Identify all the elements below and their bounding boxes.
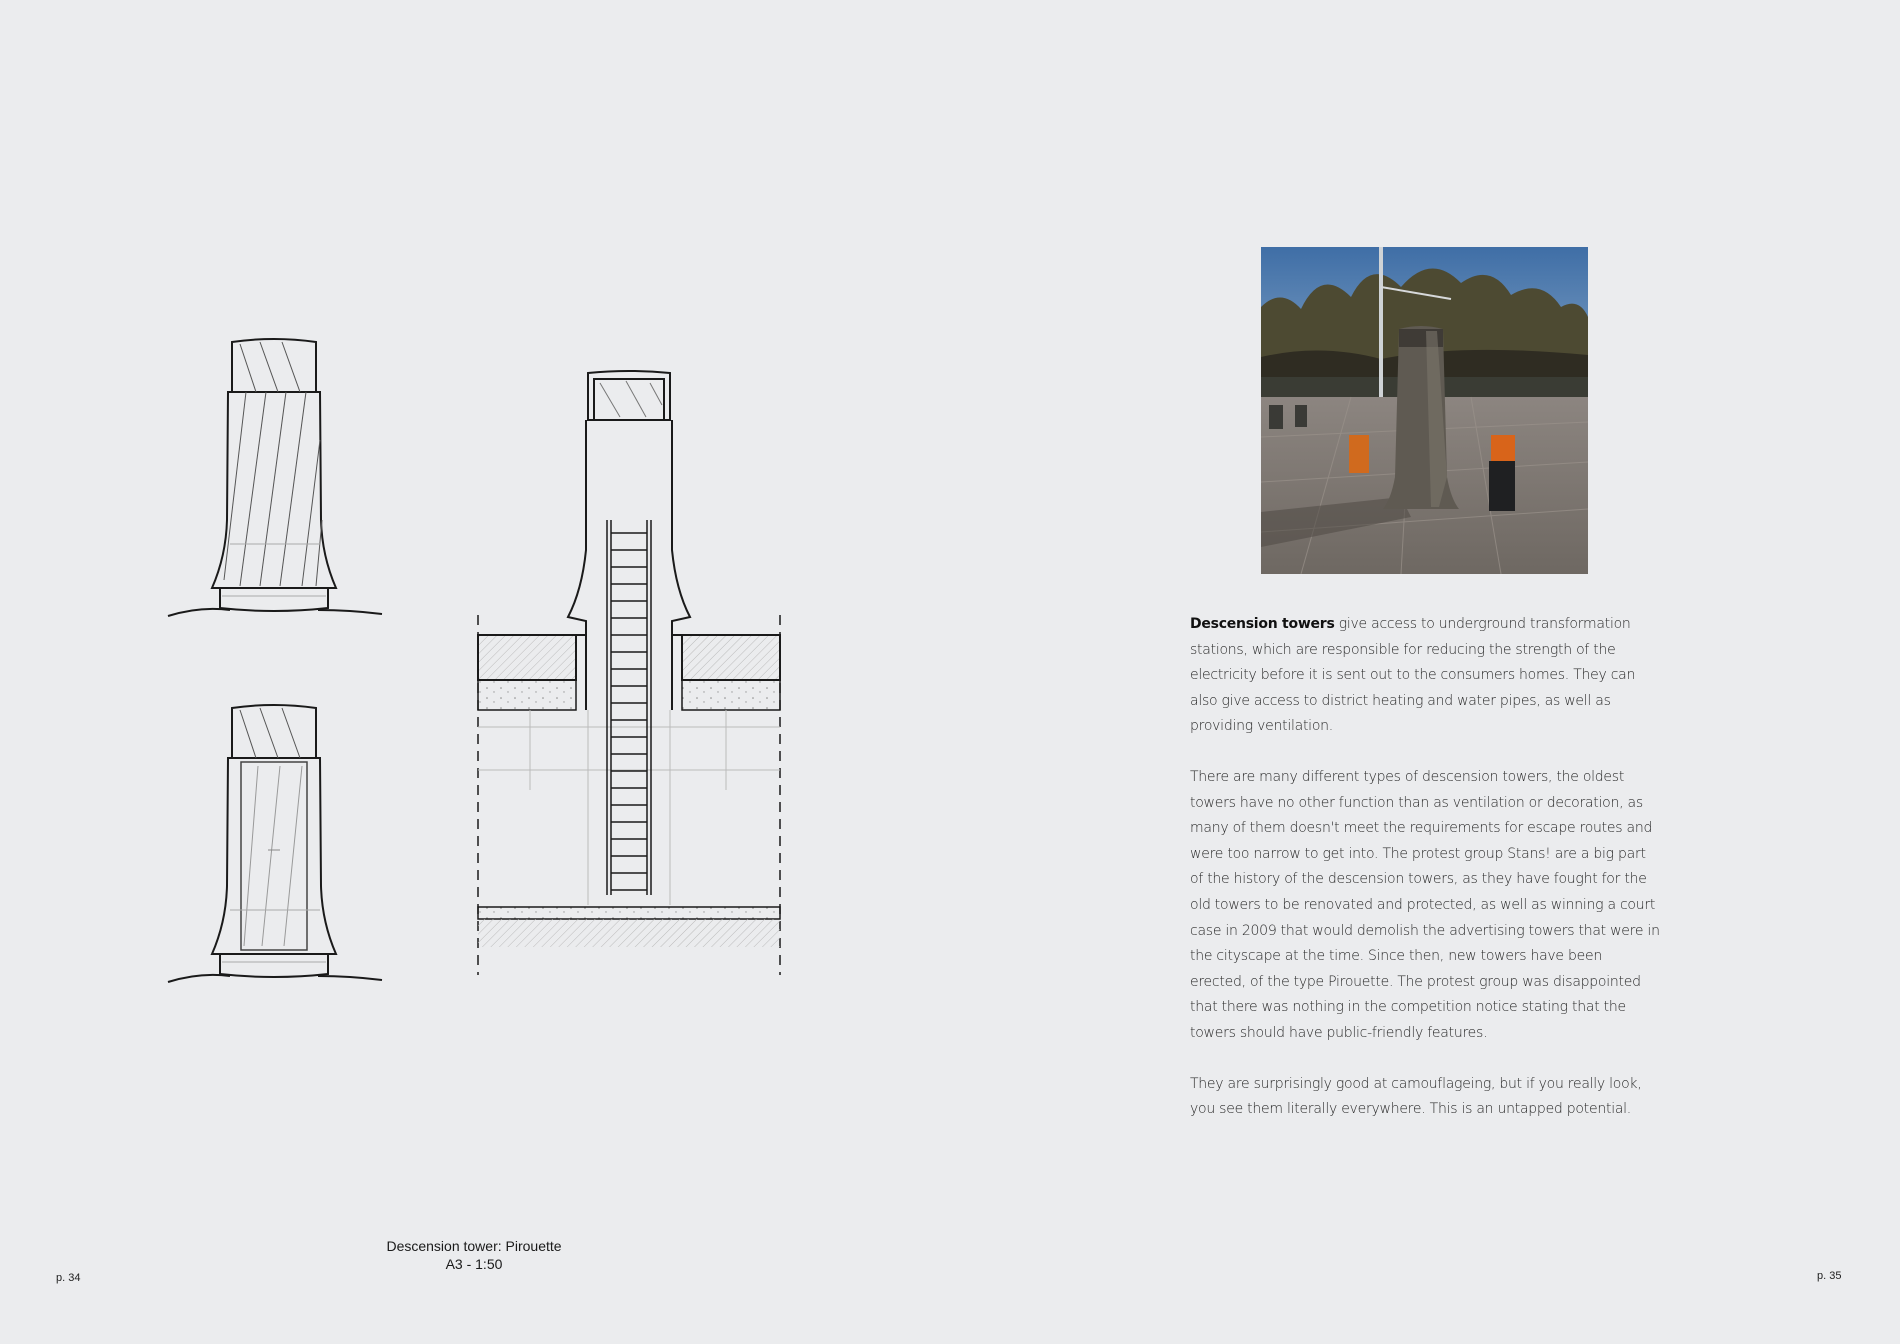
drawing-caption xyxy=(330,1237,618,1273)
paragraph-1-text: give access to underground transformation stations, which are responsible for reducing the strength of the electricity before it is sent out to the consumers homes. They can also give access to district heating and water pipes, as well as providing ventilation. xyxy=(1190,616,1636,735)
caption-scale: A3 - 1:50 xyxy=(445,1256,503,1272)
paragraph-3: They are surprisingly good at camouflageing, but if you really look, you see them literally everywhere. This is an untapped potential. xyxy=(1190,1075,1642,1118)
paragraph-1 xyxy=(1190,612,1660,740)
body-text xyxy=(1190,612,1660,1148)
tower-section xyxy=(470,365,790,985)
caption-title: Descension tower: Pirouette xyxy=(386,1238,562,1254)
page-number-left: p. 34 xyxy=(56,1272,81,1284)
tower-elevation-door xyxy=(160,696,390,986)
page-number-right: p. 35 xyxy=(1817,1270,1842,1282)
paragraph-2: There are many different types of descension towers, the oldest towers have no other function than as ventilation or decoration, as many of them doesn't meet the requirements for escape routes and were too narrow to get into. The protest group Stans! are a big part of the history of the descension towers, as they have fought for the old towers to be renovated and protected, as well as winning a court case in 2009 that would demolish the advertising towers that were in the cityscape at the time. Since then, new towers have been erected, of the type Pirouette. The protest group was disappointed that there was nothing in the competition notice stating that the towers should have public-friendly features. xyxy=(1190,768,1660,1041)
tower-photo xyxy=(1261,247,1588,574)
tower-elevation-front xyxy=(160,330,390,620)
paragraph-1-bold: Descension towers xyxy=(1190,616,1335,632)
